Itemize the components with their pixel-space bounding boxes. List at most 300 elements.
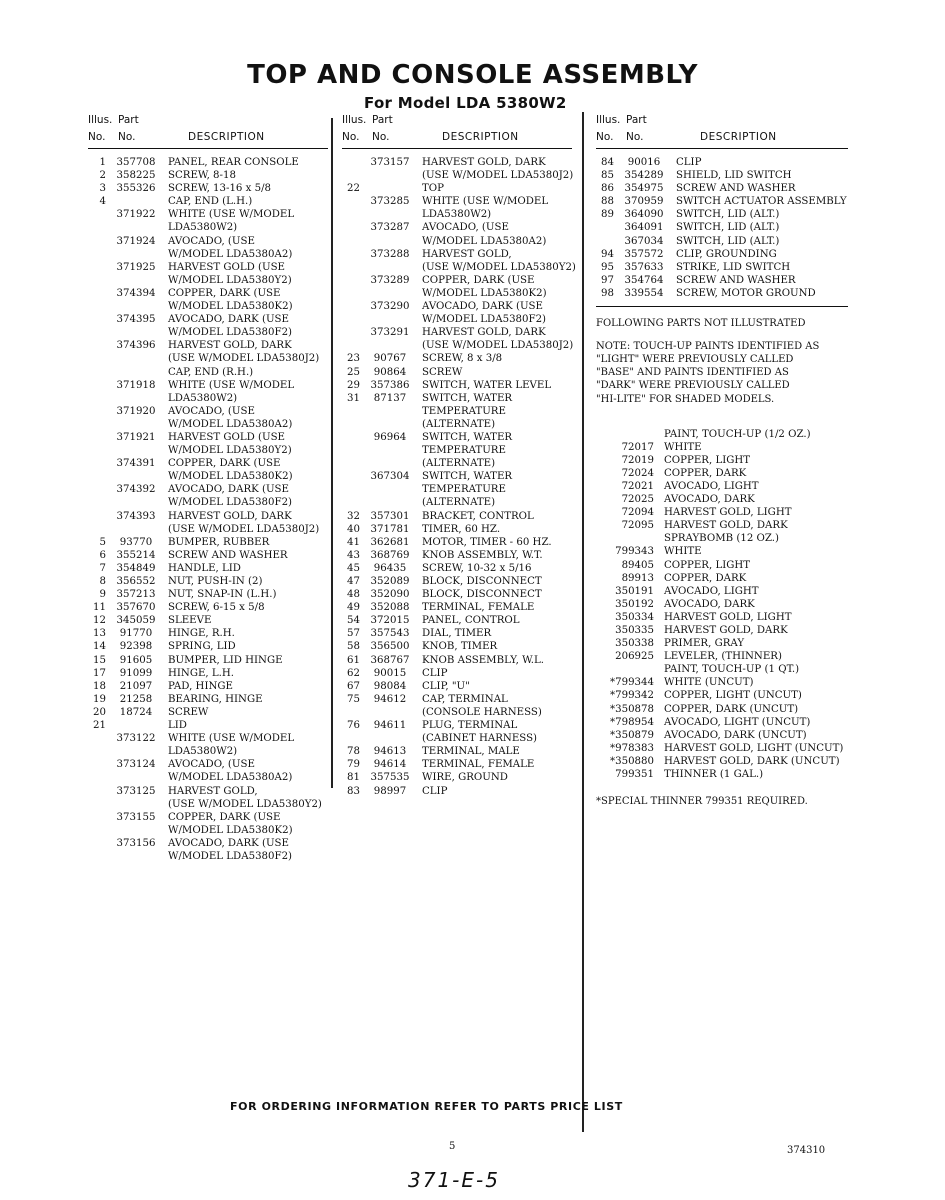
illus-number: 86 [601, 183, 614, 195]
header-rule [596, 148, 848, 149]
part-description: SCREW, 13-16 x 5/8 [168, 183, 272, 195]
illus-number: 49 [347, 602, 360, 614]
part-number: 355214 [116, 549, 156, 561]
part-description: TEMPERATURE [422, 405, 506, 417]
part-description: CLIP, "U" [422, 680, 470, 692]
part-description: SCREW [168, 706, 209, 718]
part-row [88, 850, 328, 863]
part-number: 373289 [370, 274, 410, 286]
part-row [342, 496, 572, 509]
header-description: DESCRIPTION [188, 131, 265, 143]
part-row [88, 719, 328, 732]
part-number: 72017 [621, 441, 654, 453]
part-row [342, 614, 572, 627]
part-number: 350191 [615, 585, 654, 597]
part-description: COPPER, DARK (USE [422, 274, 535, 286]
part-description: HARVEST GOLD, DARK [168, 510, 292, 522]
illus-number: 76 [347, 720, 360, 732]
part-number [106, 798, 166, 811]
part-row [342, 444, 572, 457]
illus-number: 20 [93, 706, 106, 718]
part-description: AVOCADO, DARK (UNCUT) [664, 729, 807, 741]
part-row [342, 680, 572, 693]
part-description: CLIP [676, 157, 702, 168]
part-description: BUMPER, RUBBER [168, 536, 270, 548]
part-description: AVOCADO, LIGHT [664, 585, 759, 597]
illus-number [342, 195, 360, 208]
part-row [342, 693, 572, 706]
part-description: WHITE (USE W/MODEL [168, 733, 295, 745]
header-description: DESCRIPTION [700, 131, 777, 143]
part-description: SCREW, 8 x 3/8 [422, 353, 503, 365]
part-number: 94613 [373, 746, 407, 758]
illus-number: 84 [601, 157, 614, 168]
paint-row [596, 755, 848, 768]
illus-number [342, 261, 360, 274]
part-description: SCREW, 10-32 x 5/16 [422, 562, 532, 574]
part-number: 72095 [621, 520, 654, 532]
illus-number: 94 [601, 248, 614, 260]
part-number: 373287 [370, 222, 410, 234]
note-line: "LIGHT" WERE PREVIOUSLY CALLED [596, 354, 794, 366]
part-description: WHITE (USE W/MODEL [422, 196, 549, 208]
part-number: 357386 [370, 379, 410, 391]
part-number: 357535 [370, 772, 410, 784]
part-number: 373125 [116, 785, 156, 797]
header-part-no: No. [372, 131, 390, 143]
header-illus: Illus. [342, 114, 367, 126]
part-number [106, 366, 166, 379]
illus-number: 8 [99, 576, 106, 587]
part-row [596, 274, 848, 287]
part-number: 98997 [373, 785, 407, 797]
illus-number [88, 221, 106, 234]
illus-number [342, 732, 360, 745]
illus-number: 19 [93, 693, 106, 705]
note-line: "HI-LITE" FOR SHADED MODELS. [596, 393, 775, 405]
illus-number [88, 287, 106, 300]
part-number: *350879 [610, 729, 654, 741]
illus-number [88, 418, 106, 431]
part-row [342, 195, 572, 208]
part-number [106, 850, 166, 863]
part-row [596, 248, 848, 261]
illus-number [88, 366, 106, 379]
header-illus: Illus. [88, 114, 113, 126]
part-description: SLEEVE [168, 615, 212, 627]
part-number: 356500 [370, 641, 410, 653]
part-description: W/MODEL LDA5380F2) [422, 314, 547, 326]
part-row [88, 379, 328, 392]
part-description: SCREW, 8-18 [168, 170, 236, 182]
illus-number [88, 405, 106, 418]
part-description: HARVEST GOLD, DARK [664, 625, 788, 636]
part-number [360, 496, 420, 509]
part-number: 368767 [370, 654, 410, 666]
part-number: 352088 [370, 602, 410, 614]
part-number [106, 496, 166, 509]
part-number [360, 483, 420, 496]
part-number [360, 418, 420, 431]
part-description: SWITCH ACTUATOR ASSEMBLY [676, 196, 847, 208]
part-number: 72094 [621, 507, 654, 519]
part-description: SWITCH, LID (ALT.) [676, 222, 780, 234]
illus-number: 78 [347, 746, 360, 758]
part-number: 352090 [370, 589, 410, 601]
part-number [106, 470, 166, 483]
illus-number [342, 313, 360, 326]
part-number: *350880 [610, 755, 654, 767]
illus-number: 12 [93, 615, 106, 627]
part-description: TEMPERATURE [422, 445, 506, 457]
part-row [88, 352, 328, 365]
illus-number: 88 [601, 196, 614, 208]
part-row [342, 654, 572, 667]
part-number: 373156 [116, 837, 156, 849]
part-number [360, 261, 420, 274]
part-description: SWITCH, WATER LEVEL [422, 379, 552, 391]
part-number: 358225 [116, 170, 156, 182]
part-number [596, 532, 662, 545]
illus-number: 2 [99, 170, 106, 182]
part-description: LDA5380W2) [168, 222, 238, 234]
part-description: AVOCADO, DARK [664, 494, 755, 506]
illus-number [342, 405, 360, 418]
part-description: TERMINAL, FEMALE [422, 759, 535, 771]
part-row [88, 523, 328, 536]
part-row [88, 536, 328, 549]
part-number [106, 719, 166, 732]
header-rule [88, 148, 328, 149]
part-row [342, 379, 572, 392]
illus-number: 15 [93, 654, 106, 666]
part-row [342, 457, 572, 470]
part-row [342, 313, 572, 326]
paint-row [596, 519, 848, 532]
illus-number [342, 431, 360, 444]
paint-row [596, 598, 848, 611]
part-row [342, 588, 572, 601]
part-row [342, 169, 572, 182]
illus-number [88, 313, 106, 326]
part-description: W/MODEL LDA5380F2) [168, 327, 293, 339]
note-line: "BASE" AND PAINTS IDENTIFIED AS [596, 367, 789, 379]
illus-number: 1 [99, 157, 106, 168]
paint-row [596, 768, 848, 781]
illus-number: 11 [93, 602, 106, 614]
part-description: SHIELD, LID SWITCH [676, 170, 792, 182]
part-row [342, 405, 572, 418]
part-row [342, 483, 572, 496]
part-description: HARVEST GOLD, [422, 248, 512, 260]
part-row [596, 221, 848, 234]
part-row [88, 562, 328, 575]
column-divider [582, 112, 584, 1132]
part-number [106, 195, 166, 208]
part-row [88, 549, 328, 562]
part-description: PANEL, REAR CONSOLE [168, 157, 299, 168]
column-header [88, 114, 328, 148]
header-illus-no: No. [88, 131, 106, 143]
part-number [106, 300, 166, 313]
part-number: 94614 [373, 759, 407, 771]
ordering-info-footer: FOR ORDERING INFORMATION REFER TO PARTS PRICE LIST [230, 1100, 623, 1113]
part-number [106, 248, 166, 261]
part-row [88, 758, 328, 771]
part-description: W/MODEL LDA5380A2) [168, 248, 293, 260]
illus-number [342, 274, 360, 287]
part-description: (USE W/MODEL LDA5380Y2) [422, 261, 576, 273]
part-description: LID [168, 720, 187, 732]
part-row [342, 418, 572, 431]
part-row [342, 287, 572, 300]
illus-number: 3 [99, 183, 106, 195]
part-row [342, 601, 572, 614]
part-number: 87137 [373, 392, 407, 404]
part-row [342, 562, 572, 575]
part-number: 21097 [119, 680, 153, 692]
part-row [342, 719, 572, 732]
illus-number: 41 [347, 536, 360, 548]
part-number: 94612 [373, 693, 407, 705]
part-description: W/MODEL LDA5380K2) [168, 301, 293, 313]
part-number [360, 339, 420, 352]
part-row [342, 366, 572, 379]
illus-number [88, 811, 106, 824]
illus-number [342, 457, 360, 470]
part-description: W/MODEL LDA5380K2) [168, 471, 293, 483]
illus-number [88, 352, 106, 365]
part-description: AVOCADO, LIGHT [664, 480, 759, 492]
part-number: 350335 [615, 625, 654, 636]
part-number [360, 457, 420, 470]
illus-number [88, 496, 106, 509]
header-part-no: No. [118, 131, 136, 143]
part-number: 21258 [119, 693, 153, 705]
illus-number: 22 [347, 183, 360, 195]
part-row [596, 156, 848, 169]
part-number: *799344 [610, 677, 654, 689]
part-number: 374391 [116, 458, 156, 470]
part-description: COPPER, DARK (USE [168, 811, 281, 823]
part-row [342, 235, 572, 248]
part-description: PLUG, TERMINAL [422, 720, 518, 732]
illus-number [88, 510, 106, 523]
part-description: HARVEST GOLD, LIGHT [664, 611, 792, 623]
illus-number [596, 221, 614, 234]
part-row [88, 614, 328, 627]
part-description: AVOCADO, (USE [168, 759, 255, 771]
part-row [342, 248, 572, 261]
part-row [88, 588, 328, 601]
part-number: 374395 [116, 314, 156, 326]
illus-number [342, 248, 360, 261]
part-row [596, 195, 848, 208]
column-header [342, 114, 572, 148]
part-description: HARVEST GOLD, DARK [664, 520, 788, 532]
part-description: SWITCH, WATER [422, 431, 513, 443]
part-row [342, 470, 572, 483]
part-row [88, 510, 328, 523]
part-description: W/MODEL LDA5380F2) [168, 850, 293, 862]
illus-number [88, 444, 106, 457]
part-row [342, 510, 572, 523]
part-row [88, 640, 328, 653]
part-description: W/MODEL LDA5380A2) [168, 772, 293, 784]
part-description: W/MODEL LDA5380K2) [168, 824, 293, 836]
part-number: 357301 [370, 510, 410, 522]
illus-number [88, 326, 106, 339]
illus-number: 81 [347, 772, 360, 784]
part-description: SWITCH, LID (ALT.) [676, 235, 780, 247]
part-description: WHITE (USE W/MODEL [168, 209, 295, 221]
illus-number [342, 235, 360, 248]
part-description: WHITE (UNCUT) [664, 677, 754, 689]
part-description: COPPER, LIGHT (UNCUT) [664, 690, 802, 702]
illus-number [88, 745, 106, 758]
part-number: 90016 [627, 157, 661, 168]
part-row [88, 326, 328, 339]
part-description: KNOB ASSEMBLY, W.T. [422, 549, 543, 561]
part-number: 206925 [615, 651, 654, 663]
header-part: Part [626, 114, 647, 126]
parts-column-1 [88, 114, 328, 863]
part-description: W/MODEL LDA5380A2) [422, 235, 547, 247]
part-description: MOTOR, TIMER - 60 HZ. [422, 536, 552, 548]
special-thinner-note: *SPECIAL THINNER 799351 REQUIRED. [596, 796, 808, 808]
part-description: CAP, TERMINAL [422, 693, 508, 705]
part-number [106, 444, 166, 457]
part-number: 362681 [370, 536, 410, 548]
illus-number [342, 483, 360, 496]
part-number: 374396 [116, 340, 156, 352]
part-row [88, 771, 328, 784]
part-row [88, 169, 328, 182]
part-description: COPPER, LIGHT [664, 559, 751, 571]
illus-number [88, 274, 106, 287]
illus-number: 29 [347, 379, 360, 391]
part-number: 373290 [370, 301, 410, 313]
part-description: HARVEST GOLD (USE [168, 431, 285, 443]
part-number: 799351 [615, 769, 654, 781]
paint-row [596, 663, 848, 676]
part-description: W/MODEL LDA5380A2) [168, 418, 293, 430]
part-row [342, 431, 572, 444]
part-description: (USE W/MODEL LDA5380Y2) [168, 798, 322, 810]
paint-row [596, 585, 848, 598]
part-description: SWITCH, WATER [422, 471, 513, 483]
column-header [596, 114, 848, 148]
part-row [88, 457, 328, 470]
illus-number: 9 [99, 589, 106, 601]
illus-number: 61 [347, 654, 360, 666]
part-number: 364090 [624, 209, 664, 221]
page-title: TOP AND CONSOLE ASSEMBLY [247, 60, 698, 90]
part-row [88, 431, 328, 444]
note-line: NOTE: TOUCH-UP PAINTS IDENTIFIED AS [596, 341, 820, 353]
part-row [342, 706, 572, 719]
part-row [342, 549, 572, 562]
part-description: (ALTERNATE) [422, 418, 496, 430]
paint-row [596, 689, 848, 702]
section-rule [596, 306, 848, 307]
part-number [596, 663, 662, 676]
paint-row [596, 676, 848, 689]
illus-number: 75 [347, 693, 360, 705]
part-description: SCREW AND WASHER [676, 274, 796, 286]
parts-column-3 [596, 114, 848, 808]
paint-row [596, 742, 848, 755]
illus-number [88, 850, 106, 863]
paint-row [596, 506, 848, 519]
illus-number: 4 [99, 196, 106, 208]
part-row [88, 392, 328, 405]
paint-row [596, 454, 848, 467]
part-row [342, 758, 572, 771]
part-description: AVOCADO, DARK (USE [168, 314, 289, 326]
part-row [342, 575, 572, 588]
part-description: SWITCH, WATER [422, 392, 513, 404]
part-row [88, 837, 328, 850]
part-description: CAP, END (L.H.) [168, 196, 253, 208]
illus-number [88, 483, 106, 496]
illus-number [342, 496, 360, 509]
part-row [88, 483, 328, 496]
part-description: (ALTERNATE) [422, 497, 496, 509]
part-number [106, 418, 166, 431]
illus-number: 95 [601, 261, 614, 273]
part-description: HINGE, R.H. [168, 628, 235, 640]
part-number: 799343 [615, 546, 654, 558]
part-row [88, 785, 328, 798]
part-number: *978383 [610, 742, 654, 754]
part-number [360, 235, 420, 248]
part-number [106, 771, 166, 784]
paint-row [596, 716, 848, 729]
part-description: (CONSOLE HARNESS) [422, 706, 542, 718]
illus-number [88, 837, 106, 850]
paint-row [596, 729, 848, 742]
illus-number: 32 [347, 510, 360, 522]
part-description: SCREW AND WASHER [676, 183, 796, 195]
illus-number [342, 444, 360, 457]
part-number: 354289 [624, 170, 664, 182]
part-number: 373124 [116, 759, 156, 771]
part-number: 373122 [116, 733, 156, 745]
part-number: 368769 [370, 549, 410, 561]
part-description: AVOCADO, DARK [664, 598, 755, 610]
part-row [88, 667, 328, 680]
part-description: COPPER, DARK (USE [168, 287, 281, 299]
part-number: 350338 [615, 638, 654, 650]
paint-row [596, 572, 848, 585]
part-number: 373288 [370, 248, 410, 260]
part-number: *350878 [610, 703, 654, 715]
part-row [342, 352, 572, 365]
part-number: 371925 [116, 261, 156, 273]
part-number [106, 352, 166, 365]
part-description: HARVEST GOLD, DARK (UNCUT) [664, 755, 840, 767]
part-description: (USE W/MODEL LDA5380J2) [422, 170, 574, 182]
part-number: 93770 [119, 536, 153, 548]
part-row [88, 182, 328, 195]
part-number: 72025 [621, 494, 654, 506]
part-description: AVOCADO, LIGHT (UNCUT) [664, 716, 811, 728]
part-description: W/MODEL LDA5380F2) [168, 497, 293, 509]
part-description: PANEL, CONTROL [422, 615, 520, 627]
part-number: 357213 [116, 589, 156, 601]
part-number: 364091 [624, 222, 664, 234]
